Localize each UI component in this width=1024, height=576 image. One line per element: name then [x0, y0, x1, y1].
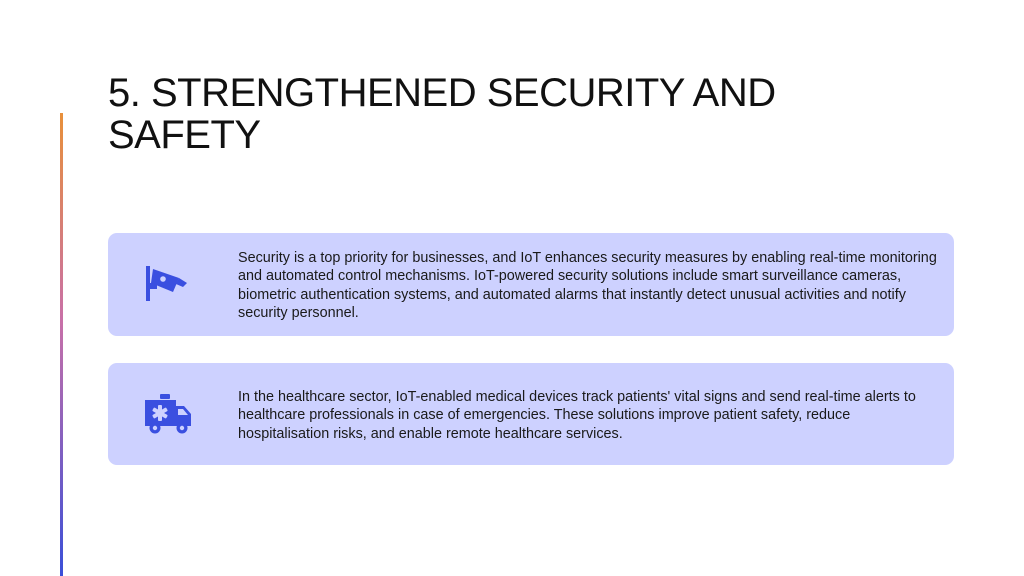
ambulance-icon	[143, 389, 193, 439]
accent-line	[60, 113, 63, 576]
healthcare-card-text: In the healthcare sector, IoT-enabled medical devices track patients' vital signs and send real-time alerts to healthcare professionals in case of emergencies. These solutions improve patient safety, reduce hospitalisation risks, and enable remote healthcare services.	[238, 389, 916, 442]
slide-title: 5. STRENGTHENED SECURITY AND SAFETY	[108, 71, 776, 157]
healthcare-card	[108, 363, 954, 465]
security-camera-icon	[143, 261, 193, 311]
security-card	[108, 233, 954, 336]
security-card-text: Security is a top priority for businesses, and IoT enhances security measures by enabling real-time monitoring and automated control mechanisms. IoT-powered security solutions include smart surveillance cameras, biometric authentication systems, and automated alarms that instantly detect unusual activities and notify security personnel.	[238, 250, 937, 321]
